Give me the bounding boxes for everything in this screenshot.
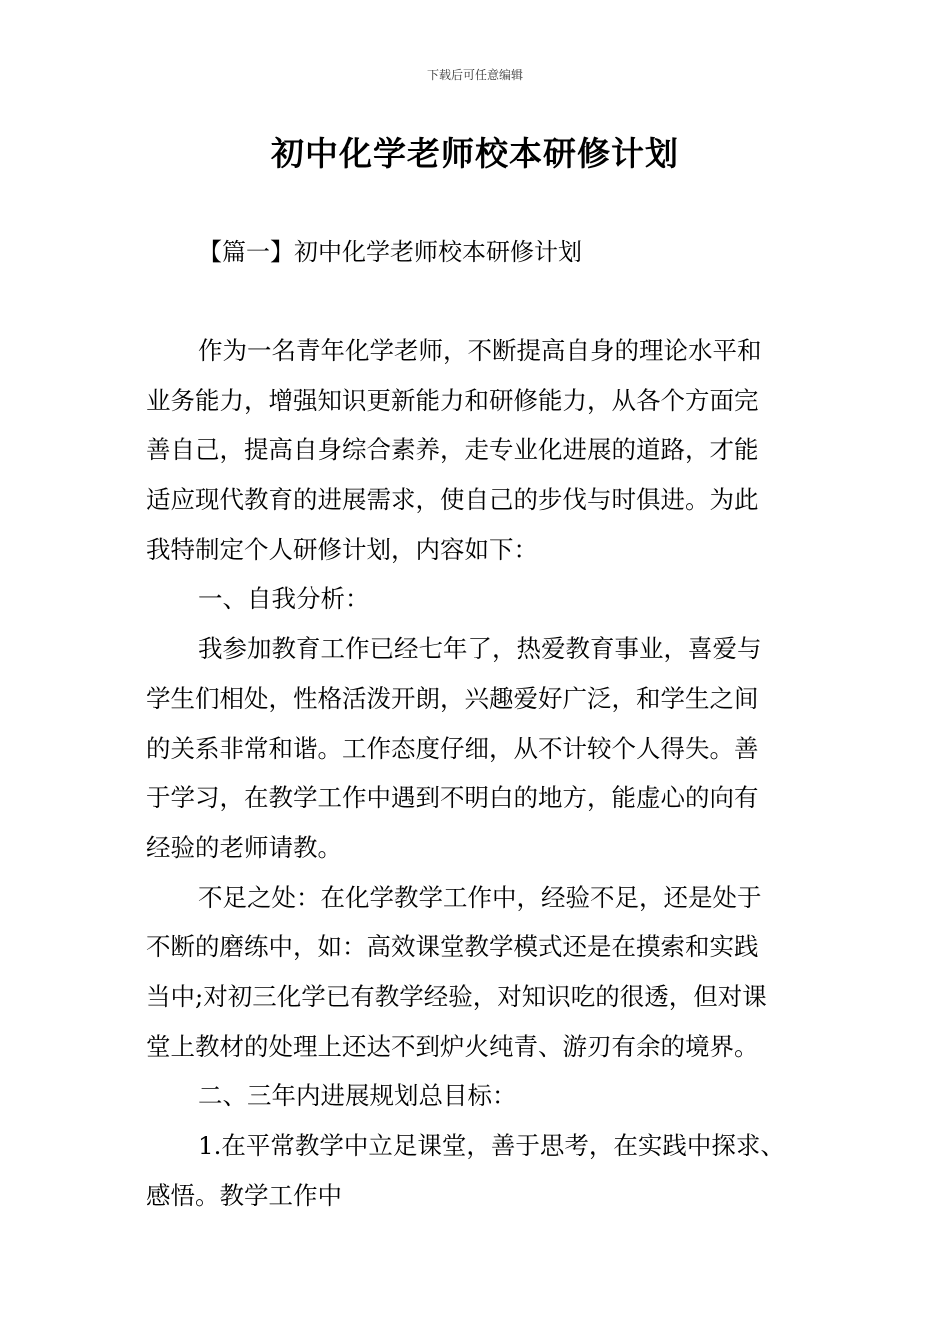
- paragraph-line: 不足之处：在化学教学工作中，经验不足，还是处于: [198, 882, 762, 912]
- paragraph-line: 经验的老师请教。: [146, 832, 342, 862]
- paragraph-line: 堂上教材的处理上还达不到炉火纯青、游刃有余的境界。: [146, 1031, 759, 1061]
- paragraph-line: 感悟。教学工作中: [146, 1180, 342, 1210]
- section-heading: 【篇一】初中化学老师校本研修计划: [198, 238, 582, 266]
- paragraph-line: 于学习，在教学工作中遇到不明白的地方，能虚心的向有: [146, 783, 759, 813]
- paragraph-line: 业务能力，增强知识更新能力和研修能力，从各个方面完: [146, 385, 759, 415]
- paragraph-line: 适应现代教育的进展需求，使自己的步伐与时俱进。为此: [146, 485, 759, 515]
- paragraph-line: 我特制定个人研修计划，内容如下：: [146, 534, 538, 564]
- header-note: 下载后可任意编辑: [426, 68, 523, 82]
- list-item-line: 1.在平常教学中立足课堂，善于思考，在实践中探求、: [198, 1131, 785, 1160]
- paragraph-line: 当中;对初三化学已有教学经验，对知识吃的很透，但对课: [146, 981, 767, 1011]
- paragraph-line: 学生们相处，性格活泼开朗，兴趣爱好广泛，和学生之间: [146, 683, 759, 713]
- document-title: 初中化学老师校本研修计划: [271, 134, 679, 173]
- paragraph-line: 作为一名青年化学老师，不断提高自身的理论水平和: [198, 336, 762, 365]
- paragraph-line: 善自己，提高自身综合素养，走专业化进展的道路，才能: [146, 435, 759, 465]
- paragraph-line: 的关系非常和谐。工作态度仔细，从不计较个人得失。善: [146, 733, 759, 763]
- subheading-line: 一、自我分析：: [198, 584, 370, 614]
- paragraph-line: 不断的磨练中，如：高效课堂教学模式还是在摸索和实践: [146, 932, 759, 962]
- subheading-line: 二、三年内进展规划总目标：: [198, 1081, 517, 1111]
- body-text: [146, 326, 826, 1220]
- paragraph-line: 我参加教育工作已经七年了，热爱教育事业，喜爱与: [198, 634, 762, 664]
